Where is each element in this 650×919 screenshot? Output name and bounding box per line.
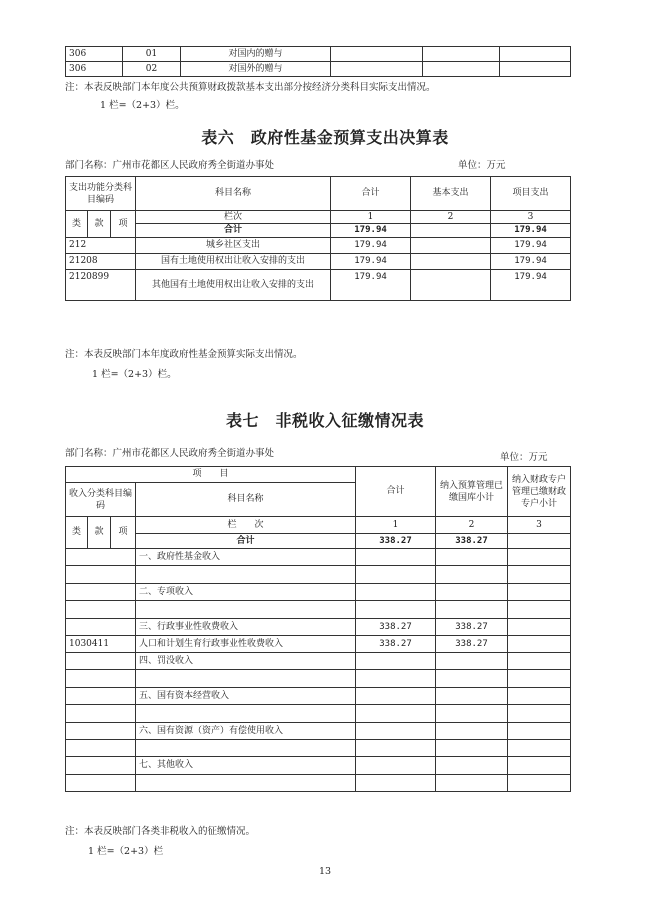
table7-note-line1: 注：本表反映部门各类非税收入的征缴情况。 bbox=[65, 826, 256, 837]
table-row bbox=[66, 705, 571, 723]
table-row bbox=[66, 636, 571, 653]
treasury-value bbox=[436, 775, 508, 792]
code-cell: 2120899 bbox=[66, 270, 136, 301]
special-value bbox=[508, 705, 571, 723]
treasury-value bbox=[436, 566, 508, 584]
lanci-label: 栏 次 bbox=[136, 517, 356, 534]
basic-value bbox=[411, 254, 491, 270]
subject-name-cell bbox=[136, 705, 356, 723]
total-value bbox=[356, 653, 436, 670]
subject-name-cell bbox=[136, 740, 356, 757]
treasury-value bbox=[436, 601, 508, 619]
special-value bbox=[508, 653, 571, 670]
code-cell bbox=[66, 584, 136, 601]
table-row bbox=[66, 723, 571, 740]
code-cell bbox=[66, 653, 136, 670]
basic-value bbox=[411, 270, 491, 301]
subject-name-cell: 七、其他收入 bbox=[136, 757, 356, 775]
treasury-value bbox=[436, 584, 508, 601]
xiang-header: 项 bbox=[111, 517, 136, 549]
lei-header: 类 bbox=[66, 211, 88, 238]
code-cell: 21208 bbox=[66, 254, 136, 270]
treasury-value: 338.27 bbox=[436, 534, 508, 549]
project-value: 179.94 bbox=[491, 224, 571, 238]
table-row bbox=[66, 740, 571, 757]
subject-name-cell: 对国内的赠与 bbox=[181, 47, 331, 62]
top-note-line2: 1 栏=（2+3）栏。 bbox=[100, 100, 185, 111]
treasury-value bbox=[436, 705, 508, 723]
table-row bbox=[66, 584, 571, 601]
treasury-value bbox=[436, 653, 508, 670]
col-number: 1 bbox=[356, 517, 436, 534]
table7-special-header: 纳入财政专户管理已缴财政专户小计 bbox=[508, 467, 571, 517]
total-value bbox=[356, 584, 436, 601]
table6-subject-header: 科目名称 bbox=[136, 177, 331, 211]
code-cell bbox=[66, 775, 136, 792]
table7-unit: 单位：万元 bbox=[500, 452, 548, 463]
subject-name-cell: 国有土地使用权出让收入安排的支出 bbox=[136, 254, 331, 270]
subject-name-cell bbox=[136, 670, 356, 688]
code-cell bbox=[66, 601, 136, 619]
table-row bbox=[66, 601, 571, 619]
code-cell bbox=[66, 566, 136, 584]
special-value bbox=[508, 601, 571, 619]
table6-basic-header: 基本支出 bbox=[411, 177, 491, 211]
top-note-line1: 注：本表反映部门本年度公共预算财政拨款基本支出部分按经济分类科目实际支出情况。 bbox=[65, 82, 436, 93]
xiang-header: 项 bbox=[111, 211, 136, 238]
col-number: 2 bbox=[411, 211, 491, 224]
table-row bbox=[66, 757, 571, 775]
subject-name-cell: 其他国有土地使用权出让收入安排的支出 bbox=[136, 270, 331, 301]
subject-name-cell: 四、罚没收入 bbox=[136, 653, 356, 670]
code-cell bbox=[66, 705, 136, 723]
subject-name-cell: 六、国有资源（资产）有偿使用收入 bbox=[136, 723, 356, 740]
table6-total-header: 合计 bbox=[331, 177, 411, 211]
table6-note-line2: 1 栏=（2+3）栏。 bbox=[92, 369, 177, 380]
table6-total-row bbox=[66, 224, 571, 238]
subject-name-cell: 对国外的赠与 bbox=[181, 62, 331, 77]
special-value bbox=[508, 584, 571, 601]
project-value: 179.94 bbox=[491, 270, 571, 301]
table-row bbox=[66, 775, 571, 792]
subject-name-cell bbox=[136, 775, 356, 792]
table7-dept: 部门名称：广州市花都区人民政府秀全街道办事处 bbox=[65, 448, 275, 459]
table-row bbox=[66, 653, 571, 670]
basic-value bbox=[411, 238, 491, 254]
total-value bbox=[356, 775, 436, 792]
total-value: 338.27 bbox=[356, 534, 436, 549]
lei-header: 类 bbox=[66, 517, 88, 549]
table-row bbox=[66, 62, 571, 77]
treasury-value bbox=[436, 670, 508, 688]
total-value bbox=[356, 566, 436, 584]
code-cell bbox=[66, 670, 136, 688]
code-cell bbox=[66, 688, 136, 705]
table-row bbox=[66, 566, 571, 584]
table-row bbox=[66, 670, 571, 688]
table-row bbox=[66, 47, 571, 62]
treasury-value bbox=[436, 757, 508, 775]
kuan-header: 款 bbox=[88, 211, 111, 238]
total-value bbox=[356, 705, 436, 723]
total-label: 合计 bbox=[136, 534, 356, 549]
treasury-value: 338.27 bbox=[436, 636, 508, 653]
total-value bbox=[356, 740, 436, 757]
table7-item-header: 项 目 bbox=[66, 467, 356, 483]
total-value bbox=[356, 549, 436, 566]
table7-code-group-header: 收入分类科目编码 bbox=[66, 483, 136, 517]
subject-name-cell: 二、专项收入 bbox=[136, 584, 356, 601]
table-row bbox=[66, 254, 571, 270]
total-value bbox=[356, 670, 436, 688]
table6-note-line1: 注：本表反映部门本年度政府性基金预算实际支出情况。 bbox=[65, 349, 303, 360]
table-row bbox=[66, 688, 571, 705]
special-value bbox=[508, 670, 571, 688]
subject-name-cell: 五、国有资本经营收入 bbox=[136, 688, 356, 705]
total-value: 338.27 bbox=[356, 636, 436, 653]
subject-name-cell: 三、行政事业性收费收入 bbox=[136, 619, 356, 636]
col-number: 2 bbox=[436, 517, 508, 534]
special-value bbox=[508, 566, 571, 584]
table6-unit: 单位：万元 bbox=[458, 160, 506, 171]
lanci-label: 栏次 bbox=[136, 211, 331, 224]
top-table bbox=[65, 46, 571, 77]
table6-title: 表六 政府性基金预算支出决算表 bbox=[201, 128, 449, 147]
page-number: 13 bbox=[318, 866, 332, 877]
table7-subject-header: 科目名称 bbox=[136, 483, 356, 517]
code-cell bbox=[66, 619, 136, 636]
code-cell bbox=[66, 740, 136, 757]
subject-name-cell bbox=[136, 601, 356, 619]
total-value: 338.27 bbox=[356, 619, 436, 636]
total-value bbox=[356, 723, 436, 740]
code-cell bbox=[66, 549, 136, 566]
total-value bbox=[356, 757, 436, 775]
table-row bbox=[66, 270, 571, 301]
table7 bbox=[65, 466, 571, 792]
table7-treasury-header: 纳入预算管理已缴国库小计 bbox=[436, 467, 508, 517]
special-value bbox=[508, 775, 571, 792]
code-cell bbox=[66, 723, 136, 740]
table7-total-header: 合计 bbox=[356, 467, 436, 517]
total-value: 179.94 bbox=[331, 224, 411, 238]
special-value bbox=[508, 723, 571, 740]
kuan-header: 款 bbox=[88, 517, 111, 549]
code-cell: 212 bbox=[66, 238, 136, 254]
table6-project-header: 项目支出 bbox=[491, 177, 571, 211]
col-number: 3 bbox=[491, 211, 571, 224]
lei-cell: 306 bbox=[66, 47, 123, 62]
code-cell bbox=[66, 757, 136, 775]
subject-name-cell: 一、政府性基金收入 bbox=[136, 549, 356, 566]
col-number: 1 bbox=[331, 211, 411, 224]
total-value: 179.94 bbox=[331, 254, 411, 270]
table-row bbox=[66, 238, 571, 254]
total-value: 179.94 bbox=[331, 238, 411, 254]
total-value bbox=[356, 688, 436, 705]
table6 bbox=[65, 176, 571, 301]
special-value bbox=[508, 549, 571, 566]
lei-cell: 306 bbox=[66, 62, 123, 77]
treasury-value bbox=[436, 723, 508, 740]
table7-title: 表七 非税收入征缴情况表 bbox=[225, 411, 424, 430]
treasury-value bbox=[436, 549, 508, 566]
total-value: 179.94 bbox=[331, 270, 411, 301]
subject-name-cell: 城乡社区支出 bbox=[136, 238, 331, 254]
project-value: 179.94 bbox=[491, 238, 571, 254]
basic-value bbox=[411, 224, 491, 238]
table7-note-line2: 1 栏=（2+3）栏 bbox=[88, 846, 164, 857]
special-value bbox=[508, 688, 571, 705]
total-value bbox=[356, 601, 436, 619]
special-value bbox=[508, 534, 571, 549]
kuan-cell: 02 bbox=[123, 62, 181, 77]
total-label: 合计 bbox=[136, 224, 331, 238]
treasury-value bbox=[436, 688, 508, 705]
table-row bbox=[66, 549, 571, 566]
table-row bbox=[66, 619, 571, 636]
treasury-value bbox=[436, 740, 508, 757]
table6-dept: 部门名称：广州市花都区人民政府秀全街道办事处 bbox=[65, 160, 275, 171]
subject-name-cell bbox=[136, 566, 356, 584]
project-value: 179.94 bbox=[491, 254, 571, 270]
code-cell: 1030411 bbox=[66, 636, 136, 653]
subject-name-cell: 人口和计划生育行政事业性收费收入 bbox=[136, 636, 356, 653]
table7-total-row bbox=[66, 534, 571, 549]
special-value bbox=[508, 740, 571, 757]
table6-code-group-header: 支出功能分类科目编码 bbox=[66, 177, 136, 211]
special-value bbox=[508, 757, 571, 775]
treasury-value: 338.27 bbox=[436, 619, 508, 636]
kuan-cell: 01 bbox=[123, 47, 181, 62]
col-number: 3 bbox=[508, 517, 571, 534]
special-value bbox=[508, 619, 571, 636]
special-value bbox=[508, 636, 571, 653]
